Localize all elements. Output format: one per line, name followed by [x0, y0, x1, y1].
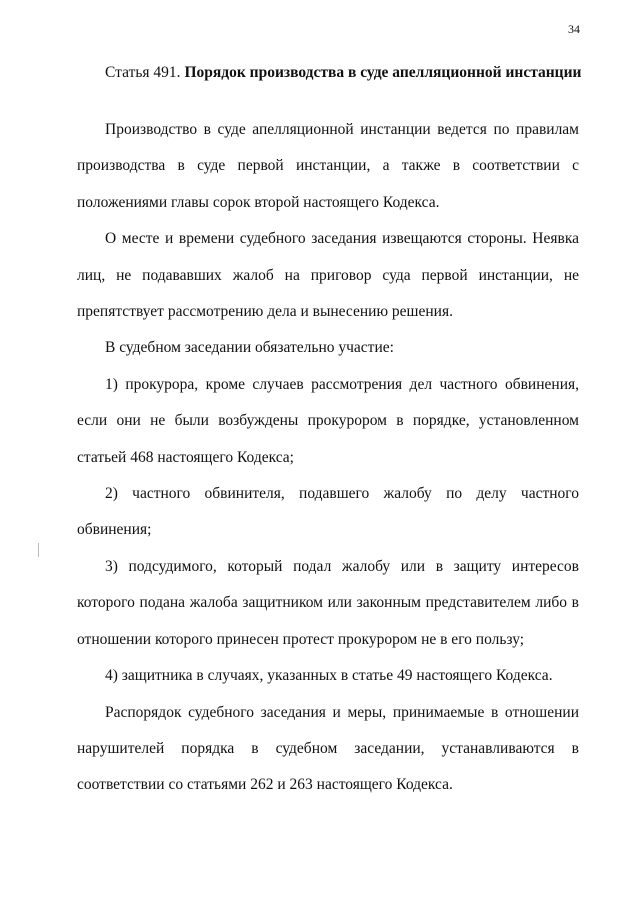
scan-margin-mark — [38, 543, 39, 557]
article-number: Статья 491. — [105, 64, 181, 81]
article-title: Порядок производства в суде апелляционной инстанции — [184, 64, 582, 81]
list-item-defendant: 3) подсудимого, который подал жалобу или в защиту интересов которого подана жалоба защитником или законным представителем либо в отношении которого принесен протест прокурором не в его пользу; — [77, 557, 579, 648]
article-heading — [105, 64, 585, 82]
list-item-prosecutor: 1) прокурора, кроме случаев рассмотрения дел частного обвинения, если они не были возбуждены прокурором в порядке, установленном статьей 468 настоящего Кодекса; — [77, 375, 579, 466]
paragraph-order: Распорядок судебного заседания и меры, принимаемые в отношении нарушителей порядка в судебном заседании, устанавливаются в соответствии со статьями 262 и 263 настоящего Кодекса. — [77, 703, 579, 794]
article-body — [77, 112, 579, 804]
paragraph-procedure: Производство в суде апелляционной инстанции ведется по правилам производства в суде первой инстанции, а также в соответствии с положениями главы сорок второй настоящего Кодекса. — [77, 121, 579, 211]
list-item-private-prosecutor: 2) частного обвинителя, подавшего жалобу по делу частного обвинения; — [77, 485, 579, 539]
paragraph-notification: О месте и времени судебного заседания извещаются стороны. Неявка лиц, не подававших жалоб на приговор суда первой инстанции, не препятствует рассмотрению дела и вынесению решения. — [77, 230, 579, 321]
paragraph-participation-intro: В судебном заседании обязательно участие: — [105, 339, 394, 357]
page-number: 34 — [568, 22, 580, 36]
list-item-defender: 4) защитника в случаях, указанных в статье 49 настоящего Кодекса. — [105, 667, 553, 685]
